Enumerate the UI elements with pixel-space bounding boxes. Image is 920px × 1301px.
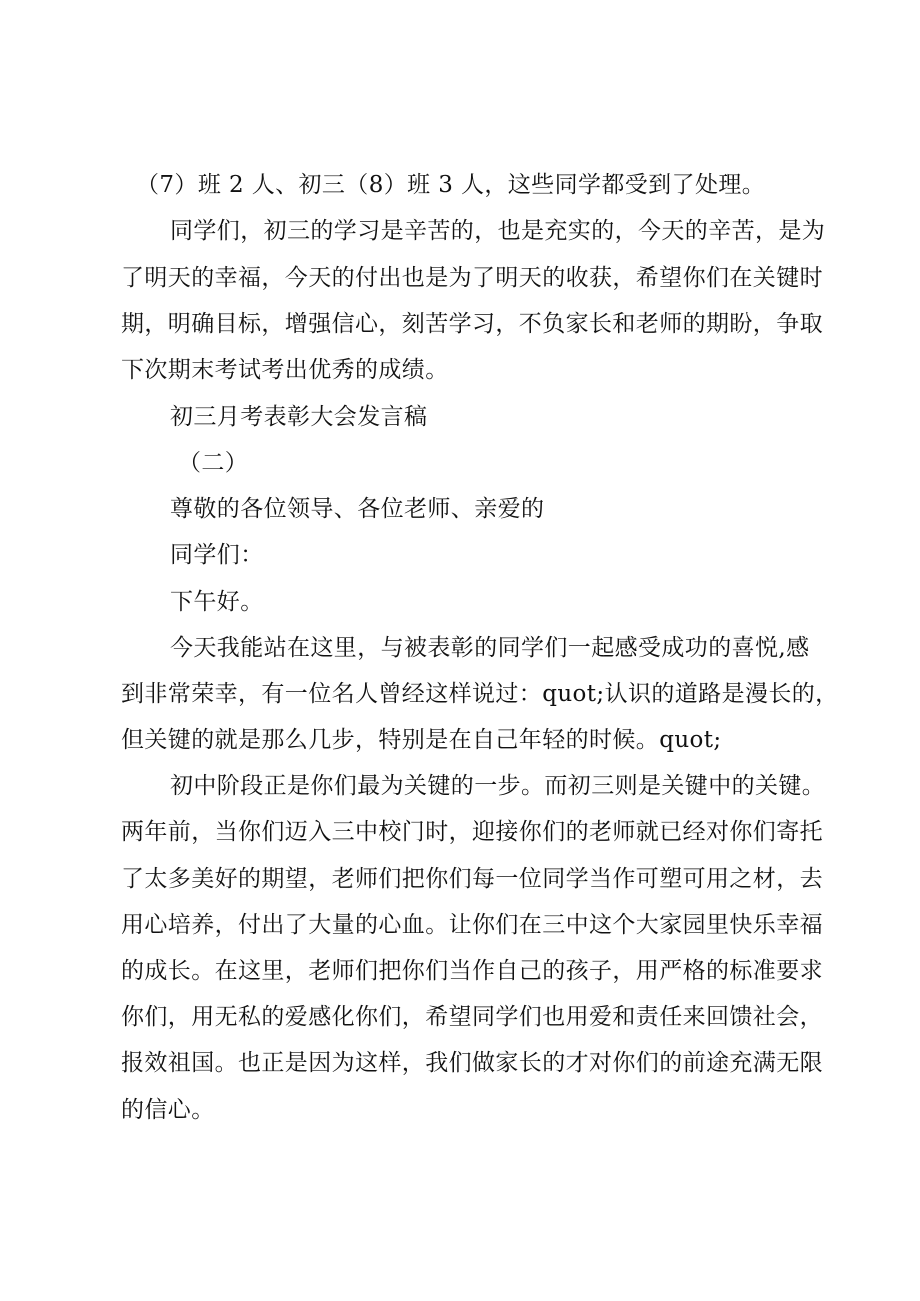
text-line: 你们，用无私的爱感化你们，希望同学们也用爱和责任来回馈社会，: [121, 1004, 823, 1030]
text-line: 用心培养，付出了大量的心血。让你们在三中这个大家园里快乐幸福: [121, 912, 823, 938]
section-subtitle: （二）: [178, 450, 249, 476]
text-line: 报效祖国。也正是因为这样，我们做家长的才对你们的前途充满无限: [121, 1050, 823, 1076]
text-line: 今天我能站在这里，与被表彰的同学们一起感受成功的喜悦,感: [170, 635, 810, 661]
text-line: 但关键的就是那么几步，特别是在自己年轻的时候。quot;: [121, 727, 722, 753]
text-line: 到非常荣幸，有一位名人曾经这样说过：quot;认识的道路是漫长的，: [121, 681, 839, 707]
text-line: 同学们：: [170, 542, 264, 568]
text-line: 下午好。: [170, 589, 264, 615]
text-line: 两年前，当你们迈入三中校门时，迎接你们的老师就已经对你们寄托: [121, 819, 823, 845]
text-line: 了明天的幸福，今天的付出也是为了明天的收获，希望你们在关键时: [121, 265, 823, 291]
text-line: 下次期末考试考出优秀的成绩。: [121, 357, 449, 383]
section-title: 初三月考表彰大会发言稿: [170, 404, 428, 430]
text-line: 期，明确目标，增强信心，刻苦学习，不负家长和老师的期盼，争取: [121, 311, 823, 337]
text-line: （7）班 2 人、初三（8）班 3 人，这些同学都受到了处理。: [136, 172, 766, 198]
text-line: 了太多美好的期望，老师们把你们每一位同学当作可塑可用之材，去: [121, 866, 823, 892]
text-line: 的成长。在这里，老师们把你们当作自己的孩子，用严格的标准要求: [121, 958, 823, 984]
text-line: 初中阶段正是你们最为关键的一步。而初三则是关键中的关键。: [170, 773, 826, 799]
text-line: 同学们，初三的学习是辛苦的，也是充实的，今天的辛苦，是为: [170, 218, 826, 244]
text-line: 的信心。: [121, 1097, 215, 1123]
text-line: 尊敬的各位领导、各位老师、亲爱的: [170, 496, 545, 522]
